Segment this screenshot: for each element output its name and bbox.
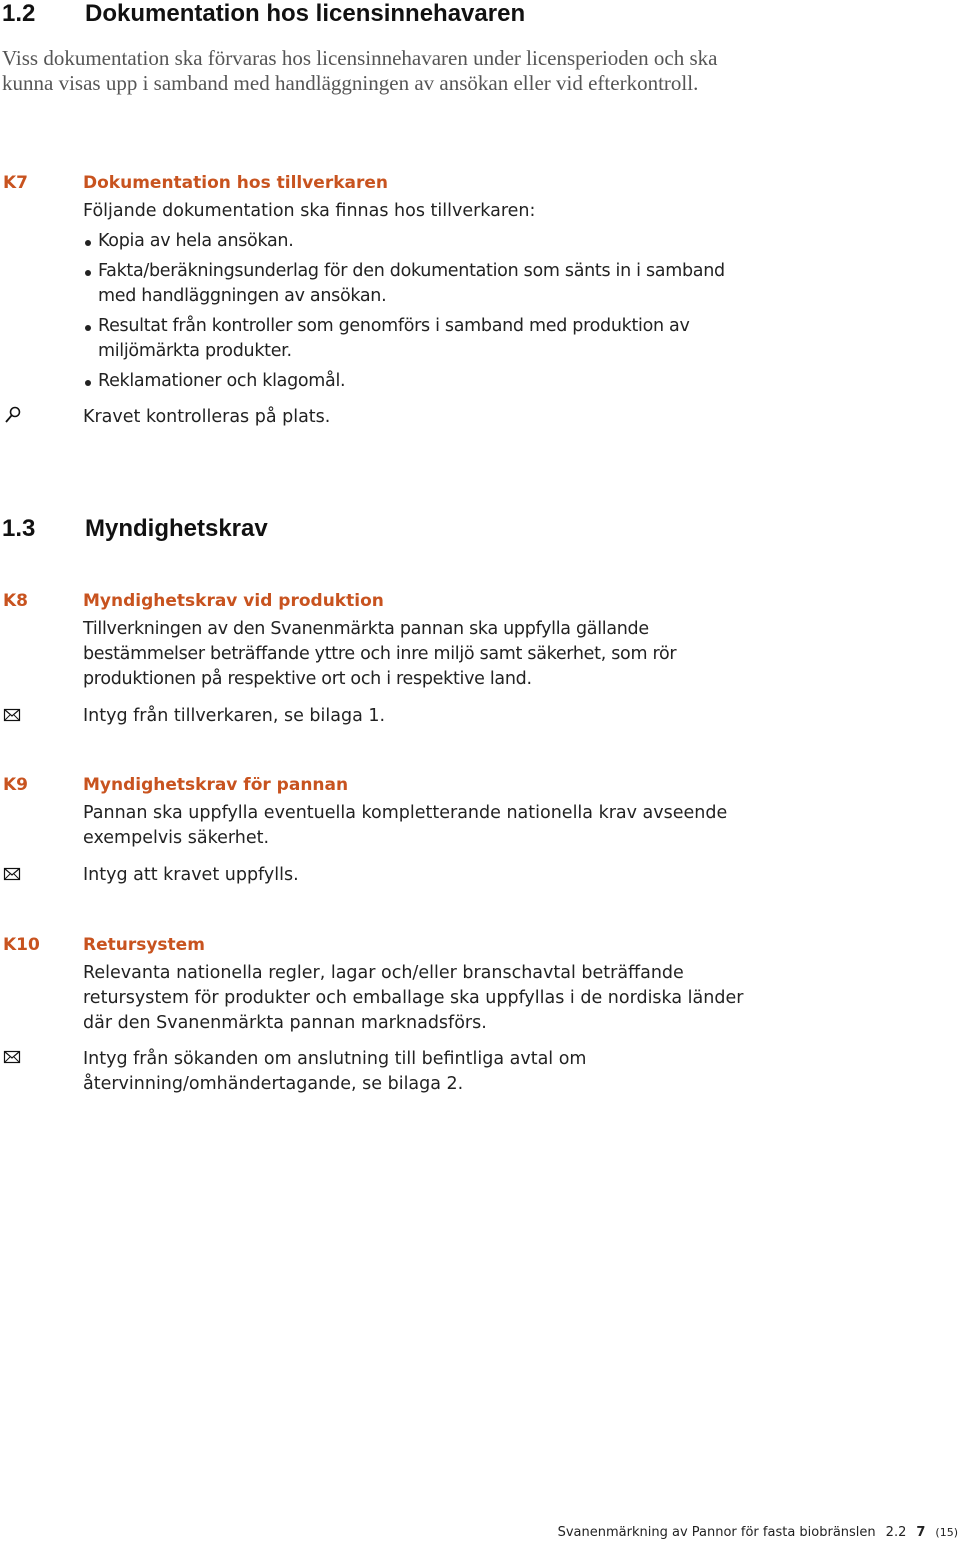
envelope-icon bbox=[2, 706, 24, 724]
verification-text-k9: Intyg att kravet uppfylls. bbox=[83, 865, 299, 885]
bullet-item: Resultat från kontroller som genomförs i samband med produktion av miljömärkta produkter. bbox=[83, 314, 763, 364]
requirement-title-k9: Myndighetskrav för pannan bbox=[83, 775, 349, 795]
footer-version: 2.2 bbox=[885, 1525, 907, 1540]
section-number: 1.3 bbox=[2, 515, 36, 542]
requirement-code-k7: K7 bbox=[3, 173, 29, 193]
requirement-title-k7: Dokumentation hos tillverkaren bbox=[83, 173, 389, 193]
verification-text-k7: Kravet kontrolleras på plats. bbox=[83, 407, 331, 427]
requirement-title-k10: Retursystem bbox=[83, 935, 205, 955]
requirement-code-k10: K10 bbox=[3, 935, 40, 955]
intro-paragraph: Viss dokumentation ska förvaras hos licensinnehavaren under licensperioden och ska kunna visas upp i samband med handläggningen av ansökan eller vid efterkontroll. bbox=[2, 46, 718, 95]
section-title: Dokumentation hos licensinnehavaren bbox=[85, 0, 526, 27]
page-footer bbox=[558, 1525, 958, 1541]
magnifier-icon bbox=[2, 406, 24, 424]
section-title: Myndighetskrav bbox=[85, 515, 268, 542]
envelope-icon bbox=[2, 1048, 24, 1066]
requirement-text-k10: Relevanta nationella regler, lagar och/eller branschavtal beträffande retursystem för produkter och emballage ska uppfyllas i de nordiska länder där den Svanenmärkta pannan marknadsförs. bbox=[83, 963, 744, 1033]
bullet-item: Kopia av hela ansökan. bbox=[83, 229, 763, 254]
footer-page-total: (15) bbox=[935, 1526, 958, 1539]
requirement-bullet-list-k7 bbox=[83, 229, 763, 399]
section-heading-1-3 bbox=[2, 515, 702, 545]
section-number: 1.2 bbox=[2, 0, 36, 27]
verification-text-k10: Intyg från sökanden om anslutning till befintliga avtal om återvinning/omhändertagande, se bilaga 2. bbox=[83, 1049, 587, 1094]
requirement-code-k8: K8 bbox=[3, 591, 29, 611]
requirement-title-k8: Myndighetskrav vid produktion bbox=[83, 591, 384, 611]
envelope-icon bbox=[2, 865, 24, 883]
verification-text-k8: Intyg från tillverkaren, se bilaga 1. bbox=[83, 706, 386, 726]
footer-document-title: Svanenmärkning av Pannor för fasta biobränslen bbox=[557, 1525, 876, 1540]
bullet-item: Fakta/beräkningsunderlag för den dokumentation som sänts in i samband med handläggningen av ansökan. bbox=[83, 259, 763, 309]
section-heading-1-2 bbox=[2, 0, 702, 30]
requirement-text-k8: Tillverkningen av den Svanenmärkta pannan ska uppfylla gällande bestämmelser beträffande yttre och inre miljö samt säkerhet, som rör produktionen på respektive ort och i respektive land. bbox=[83, 619, 677, 689]
footer-page-number: 7 bbox=[916, 1525, 926, 1540]
requirement-lead-k7: Följande dokumentation ska finnas hos tillverkaren: bbox=[83, 201, 536, 221]
bullet-item: Reklamationer och klagomål. bbox=[83, 369, 763, 394]
requirement-text-k9: Pannan ska uppfylla eventuella kompletterande nationella krav avseende exempelvis säkerhet. bbox=[83, 803, 728, 848]
requirement-code-k9: K9 bbox=[3, 775, 29, 795]
